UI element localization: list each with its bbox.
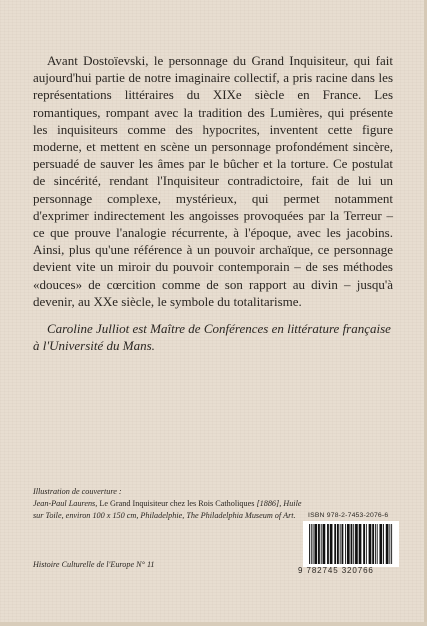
- series-title: Histoire Culturelle de l'Europe N° 11: [33, 560, 155, 569]
- barcode-bar: [366, 524, 367, 564]
- illustration-credit: [33, 486, 303, 522]
- barcode-bar: [311, 524, 312, 564]
- barcode-bar: [359, 524, 362, 564]
- barcode-bar: [386, 524, 389, 564]
- barcode-bar: [389, 524, 390, 564]
- illustration-painter: Jean-Paul Laurens,: [33, 499, 98, 508]
- back-cover-blurb: Avant Dostoïevski, le personnage du Grand Inquisiteur, qui fait aujourd'hui partie de notre imaginaire collectif, a pris racine dans les représentations littéraires du XIXe siècle en France. Les romantiques, rompant avec la tradition des Lumières, qui présente les inquisiteurs comme des hypocrites, inventent cette figure moderne, et mettent en scène un personnage profondément sincère, persuadé de sauver les âmes par le bûcher et la torture. Ce postulat de sincérité, rendant l'Inquisiteur contradictoire, fait de lui un personnage complexe, mystérieux, qui permet notamment d'exprimer indirectement les angoisses provoquées par la Terreur – ce que prouve l'analogie récurrente, à l'époque, avec les jacobins. Ainsi, plus qu'une référence à un pouvoir archaïque, ce personnage devient vite un miroir du pouvoir contemporain – de ses méthodes «douces» de cœrcition comme de son rapport au divin – jusqu'à devenir, au XXe siècle, le symbole du totalitarisme.: [33, 53, 393, 309]
- barcode-bar: [313, 524, 314, 564]
- barcode: [303, 521, 399, 567]
- illustration-details: [1886], Huile sur Toile, environ 100 x 150 cm, Philadelphie, The Philadelphia Museum of Art.: [33, 499, 302, 520]
- barcode-bar: [334, 524, 336, 564]
- barcode-bar: [355, 524, 358, 564]
- barcode-bar: [318, 524, 320, 564]
- barcode-bar: [372, 524, 374, 564]
- barcode-bar: [353, 524, 354, 564]
- barcode-bar: [309, 524, 310, 564]
- illustration-title: Le Grand Inquisiteur chez les Rois Catholiques: [97, 499, 257, 508]
- barcode-bar: [323, 524, 326, 564]
- barcode-bar: [327, 524, 329, 564]
- barcode-bar: [347, 524, 350, 564]
- barcode-bars: [309, 524, 393, 564]
- author-note: Caroline Julliot est Maître de Conférences en littérature française à l'Université du Mans.: [33, 321, 391, 354]
- barcode-bar: [351, 524, 353, 564]
- barcode-bar: [337, 524, 339, 564]
- barcode-bar: [314, 524, 317, 564]
- isbn-label: ISBN 978-2-7453-2076-6: [308, 512, 389, 519]
- barcode-bar: [342, 524, 344, 564]
- barcode-bar: [369, 524, 372, 564]
- barcode-bar: [340, 524, 341, 564]
- barcode-bar: [363, 524, 365, 564]
- barcode-bar: [330, 524, 333, 564]
- barcode-bar: [321, 524, 322, 564]
- barcode-bar: [377, 524, 378, 564]
- barcode-bar: [345, 524, 346, 564]
- barcode-bar: [375, 524, 376, 564]
- barcode-bar: [391, 524, 392, 564]
- illustration-credit-label: Illustration de couverture :: [33, 487, 122, 496]
- barcode-bar: [383, 524, 384, 564]
- cover-edge-bottom: [0, 622, 427, 626]
- barcode-bar: [379, 524, 382, 564]
- barcode-digits: 9 782745 320766: [298, 566, 374, 575]
